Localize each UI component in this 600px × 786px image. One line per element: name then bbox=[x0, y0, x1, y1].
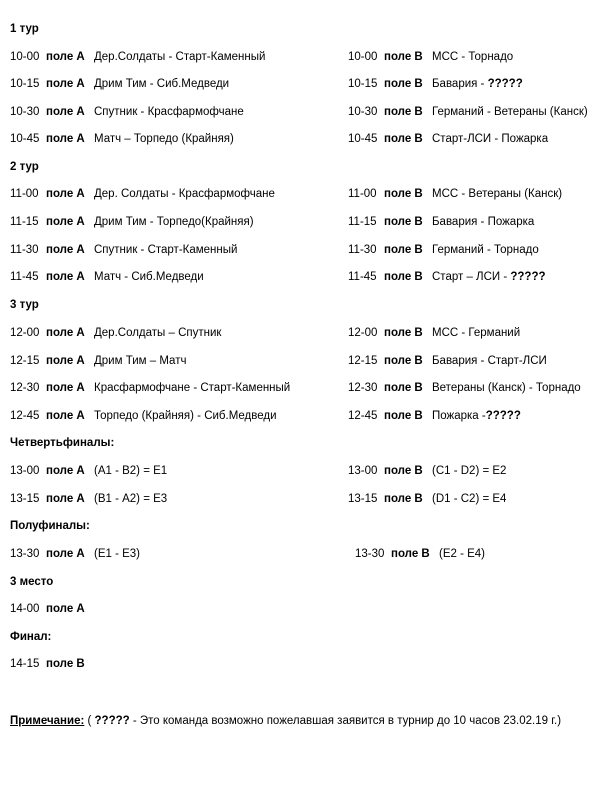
semifinals-title: Полуфиналы: bbox=[10, 520, 90, 532]
match-row: 11-30 поле В Германий - Торнадо bbox=[348, 244, 539, 256]
final-title: Финал: bbox=[10, 631, 52, 643]
match-row: 12-45 поле В Пожарка -????? bbox=[348, 410, 521, 422]
round-2-title: 2 тур bbox=[10, 161, 39, 173]
match-row: 13-15 поле В (D1 - С2) = Е4 bbox=[348, 493, 507, 505]
match-row: 11-45 поле А Матч - Сиб.Медведи bbox=[10, 271, 204, 283]
note-label: Примечание: bbox=[10, 715, 85, 727]
match-row: 13-00 поле А (А1 - В2) = Е1 bbox=[10, 465, 168, 477]
match-row: 12-00 поле В МСС - Германий bbox=[348, 327, 521, 339]
match-row: 11-45 поле В Старт – ЛСИ - ????? bbox=[348, 271, 546, 283]
match-row: 12-30 поле А Красфармофчане - Старт-Каменный bbox=[10, 382, 291, 394]
match-row: 11-15 поле В Бавария - Пожарка bbox=[348, 216, 535, 228]
match-row: 10-45 поле А Матч – Торпедо (Крайняя) bbox=[10, 133, 234, 145]
note: Примечание: ( ????? - Это команда возможно пожелавшая заявится в турнир до 10 часов 23.02.19 г.) bbox=[10, 715, 562, 727]
match-row: 10-15 поле В Бавария - ????? bbox=[348, 78, 523, 90]
round-3-title: 3 тур bbox=[10, 299, 39, 311]
match-row: 14-00 поле А bbox=[10, 603, 85, 615]
match-row: 10-30 поле В Германий - Ветераны (Канск) bbox=[348, 106, 588, 118]
match-row: 10-30 поле А Спутник - Красфармофчане bbox=[10, 106, 244, 118]
match-row: 12-30 поле В Ветераны (Канск) - Торнадо bbox=[348, 382, 581, 394]
match-row: 13-00 поле В (С1 - D2) = Е2 bbox=[348, 465, 507, 477]
match-row: 11-15 поле А Дрим Тим - Торпедо(Крайняя) bbox=[10, 216, 254, 228]
match-row: 13-30 поле А (Е1 - Е3) bbox=[10, 548, 141, 560]
match-row: 12-45 поле А Торпедо (Крайняя) - Сиб.Медведи bbox=[10, 410, 277, 422]
match-row: 11-30 поле А Спутник - Старт-Каменный bbox=[10, 244, 238, 256]
match-row: 13-15 поле А (В1 - А2) = Е3 bbox=[10, 493, 168, 505]
match-row: 13-30 поле В (Е2 - Е4) bbox=[355, 548, 486, 560]
match-row: 11-00 поле В МСС - Ветераны (Канск) bbox=[348, 188, 563, 200]
match-row: 10-45 поле В Старт-ЛСИ - Пожарка bbox=[348, 133, 549, 145]
match-row: 10-00 поле В МСС - Торнадо bbox=[348, 51, 514, 63]
match-row: 14-15 поле В bbox=[10, 658, 85, 670]
match-row: 10-15 поле А Дрим Тим - Сиб.Медведи bbox=[10, 78, 230, 90]
match-row: 12-15 поле А Дрим Тим – Матч bbox=[10, 355, 187, 367]
round-1-title: 1 тур bbox=[10, 23, 39, 35]
match-row: 12-00 поле А Дер.Солдаты – Спутник bbox=[10, 327, 222, 339]
match-row: 10-00 поле А Дер.Солдаты - Старт-Каменный bbox=[10, 51, 266, 63]
quarterfinals-title: Четвертьфиналы: bbox=[10, 437, 115, 449]
match-row: 11-00 поле А Дер. Солдаты - Красфармофчане bbox=[10, 188, 275, 200]
match-row: 12-15 поле В Бавария - Старт-ЛСИ bbox=[348, 355, 547, 367]
third-place-title: 3 место bbox=[10, 576, 54, 588]
